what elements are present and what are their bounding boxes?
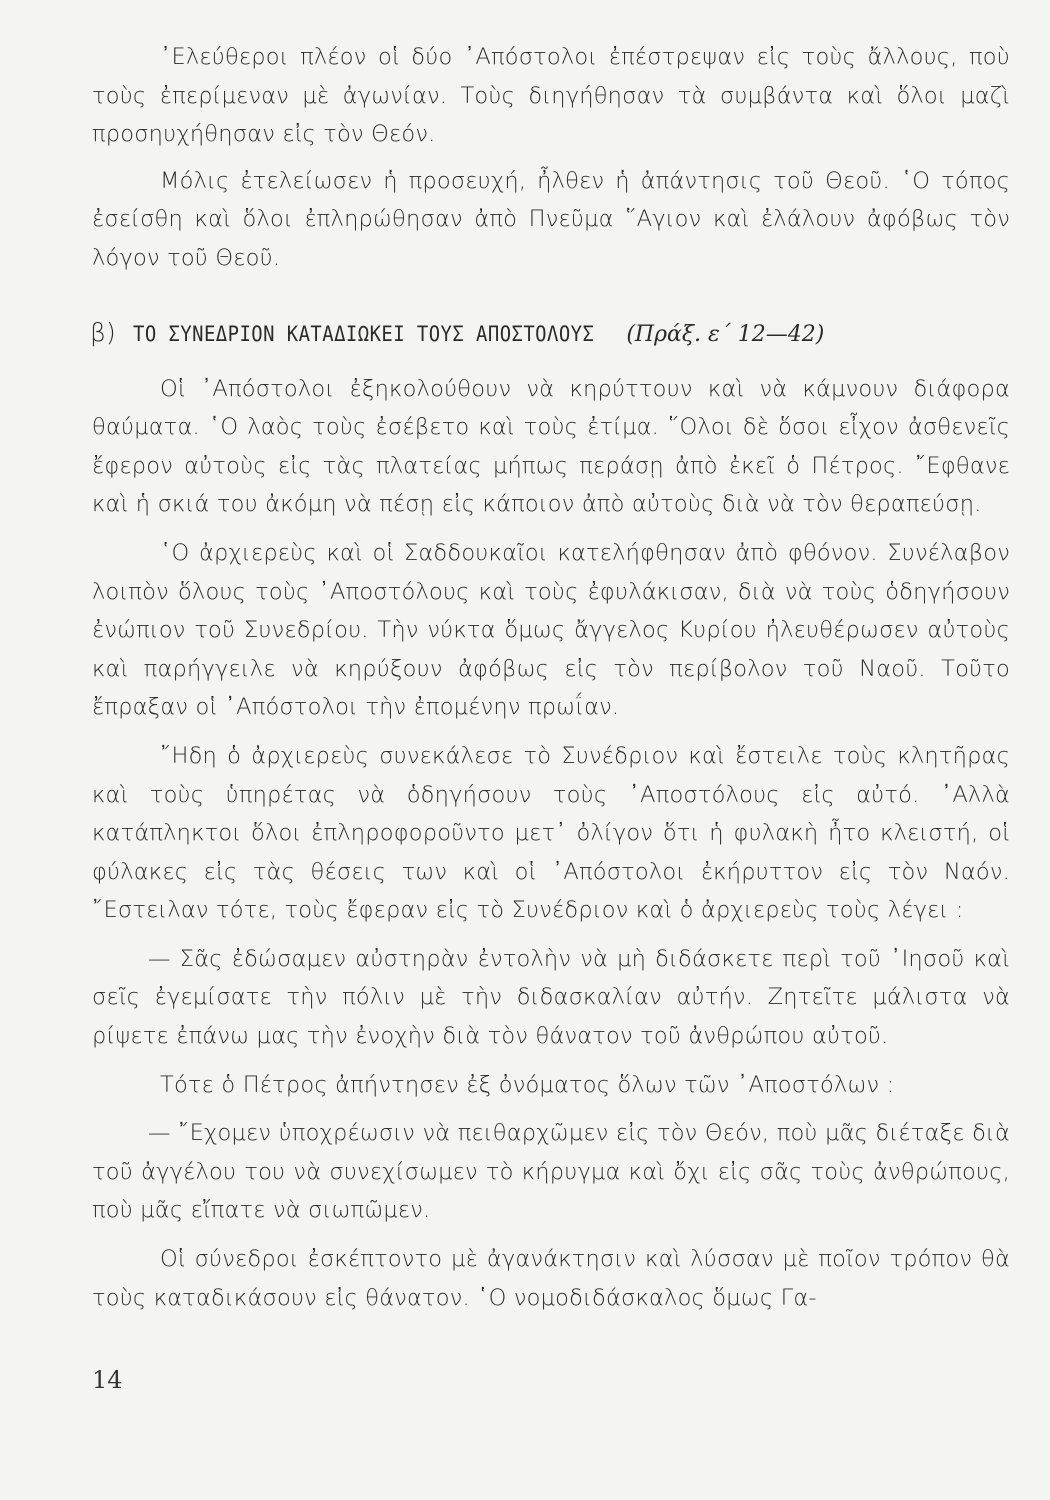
body-paragraph: Οἱ σύνεδροι ἐσκέπτοντο μὲ ἀγανάκτησιν καὶ λύσσαν μὲ ποῖον τρόπον θὰ τοὺς καταδικάσουν εἰς θάνατον. ῾Ο νομοδιδάσκαλος ὅμως Γα-: [92, 1246, 1010, 1311]
page-number: 14: [92, 1366, 123, 1394]
body-paragraph: ῾Ο ἀρχιερεὺς καὶ οἱ Σαδδουκαῖοι κατελήφθησαν ἀπὸ φθόνον. Συνέλαβον λοιπὸν ὅλους τοὺς ᾿Αποστόλους καὶ τοὺς ἐφυλάκισαν, διὰ νὰ τοὺς ὁδηγήσουν ἐνώπιον τοῦ Συνεδρίου. Τὴν νύκτα ὅμως ἄγγελος Κυρίου ἠλευθέρωσεν αὐτοὺς καὶ παρήγγειλε νὰ κηρύξουν ἀφόβως εἰς τὸν περίβολον τοῦ Ναοῦ. Τοῦτο ἔπραξαν οἱ ᾿Απόστολοι τὴν ἐπομένην πρωΐαν.: [92, 539, 1010, 721]
body-paragraph: Τότε ὁ Πέτρος ἀπήντησεν ἐξ ὀνόματος ὅλων τῶν ᾿Αποστόλων :: [160, 1071, 895, 1098]
intro-paragraph-1: ᾿Ελεύθεροι πλέον οἱ δύο ᾿Απόστολοι ἐπέστρεψαν εἰς τοὺς ἄλλους, ποὺ τοὺς ἐπερίμεναν μὲ ἀγωνίαν. Τοὺς διηγήθησαν τὰ συμβάντα καὶ ὅλοι μαζὶ προσηυχήθησαν εἰς τὸν Θεόν.: [92, 44, 1010, 148]
section-body: [92, 370, 1010, 1318]
section-title: ΤΟ ΣΥΝΕΔΡΙΟΝ ΚΑΤΑΔΙΩΚΕΙ ΤΟΥΣ ΑΠΟΣΤΟΛΟΥΣ: [132, 321, 595, 346]
dialogue-paragraph: — ῎Εχομεν ὑποχρέωσιν νὰ πειθαρχῶμεν εἰς τὸν Θεόν, ποὺ μᾶς διέταξε διὰ τοῦ ἀγγέλου του νὰ συνεχίσωμεν τὸ κήρυγμα καὶ ὄχι εἰς σᾶς τοὺς ἀνθρώπους, ποὺ μᾶς εἴπατε νὰ σιωπῶμεν.: [92, 1120, 1010, 1224]
body-paragraph: Οἱ ᾿Απόστολοι ἐξηκολούθουν νὰ κηρύττουν καὶ νὰ κάμνουν διάφορα θαύματα. ῾Ο λαὸς τοὺς ἐσέβετο καὶ τοὺς ἐτίμα. ῞Ολοι δὲ ὅσοι εἶχον ἀσθενεῖς ἔφερον αὐτοὺς εἰς τὰς πλατείας μήπως περάσῃ ἀπὸ ἐκεῖ ὁ Πέτρος. ῎Εφθανε καὶ ἡ σκιά του ἀκόμη νὰ πέσῃ εἰς κάποιον ἀπὸ αὐτοὺς διὰ νὰ τὸν θεραπεύσῃ.: [92, 375, 1010, 518]
section-heading: [90, 316, 1010, 352]
section-letter: β): [90, 317, 116, 347]
section-reference: (Πράξ. ε΄ 12—42): [626, 321, 825, 347]
dialogue-paragraph: — Σᾶς ἐδώσαμεν αὐστηρὰν ἐντολὴν νὰ μὴ διδάσκετε περὶ τοῦ ᾿Ιησοῦ καὶ σεῖς ἐγεμίσατε τὴν πόλιν μὲ τὴν διδασκαλίαν αὐτήν. Ζητεῖτε μάλιστα νὰ ρίψετε ἐπάνω μας τὴν ἐνοχὴν διὰ τὸν θάνατον τοῦ ἀνθρώπου αὐτοῦ.: [92, 945, 1010, 1050]
body-paragraph: ῎Ηδη ὁ ἀρχιερεὺς συνεκάλεσε τὸ Συνέδριον καὶ ἔστειλε τοὺς κλητῆρας καὶ τοὺς ὑπηρέτας νὰ ὁδηγήσουν τοὺς ᾿Αποστόλους εἰς αὐτό. ᾿Αλλὰ κατάπληκτοι ὅλοι ἐπληροφοροῦντο μετ᾿ ὀλίγον ὅτι ἡ φυλακὴ ἦτο κλειστή, οἱ φύλακες εἰς τὰς θέσεις των καὶ οἱ ᾿Απόστολοι ἐκήρυττον εἰς τὸν Ναόν. ῎Εστειλαν τότε, τοὺς ἔφεραν εἰς τὸ Συνέδριον καὶ ὁ ἀρχιερεὺς τοὺς λέγει :: [92, 742, 1010, 924]
intro-paragraph-2: Μόλις ἐτελείωσεν ἡ προσευχή, ἦλθεν ἡ ἀπάντησις τοῦ Θεοῦ. ῾Ο τόπος ἐσείσθη καὶ ὅλοι ἐπληρώθησαν ἀπὸ Πνεῦμα ῞Αγιον καὶ ἐλάλουν ἀφόβως τὸν λόγον τοῦ Θεοῦ.: [92, 167, 1010, 271]
